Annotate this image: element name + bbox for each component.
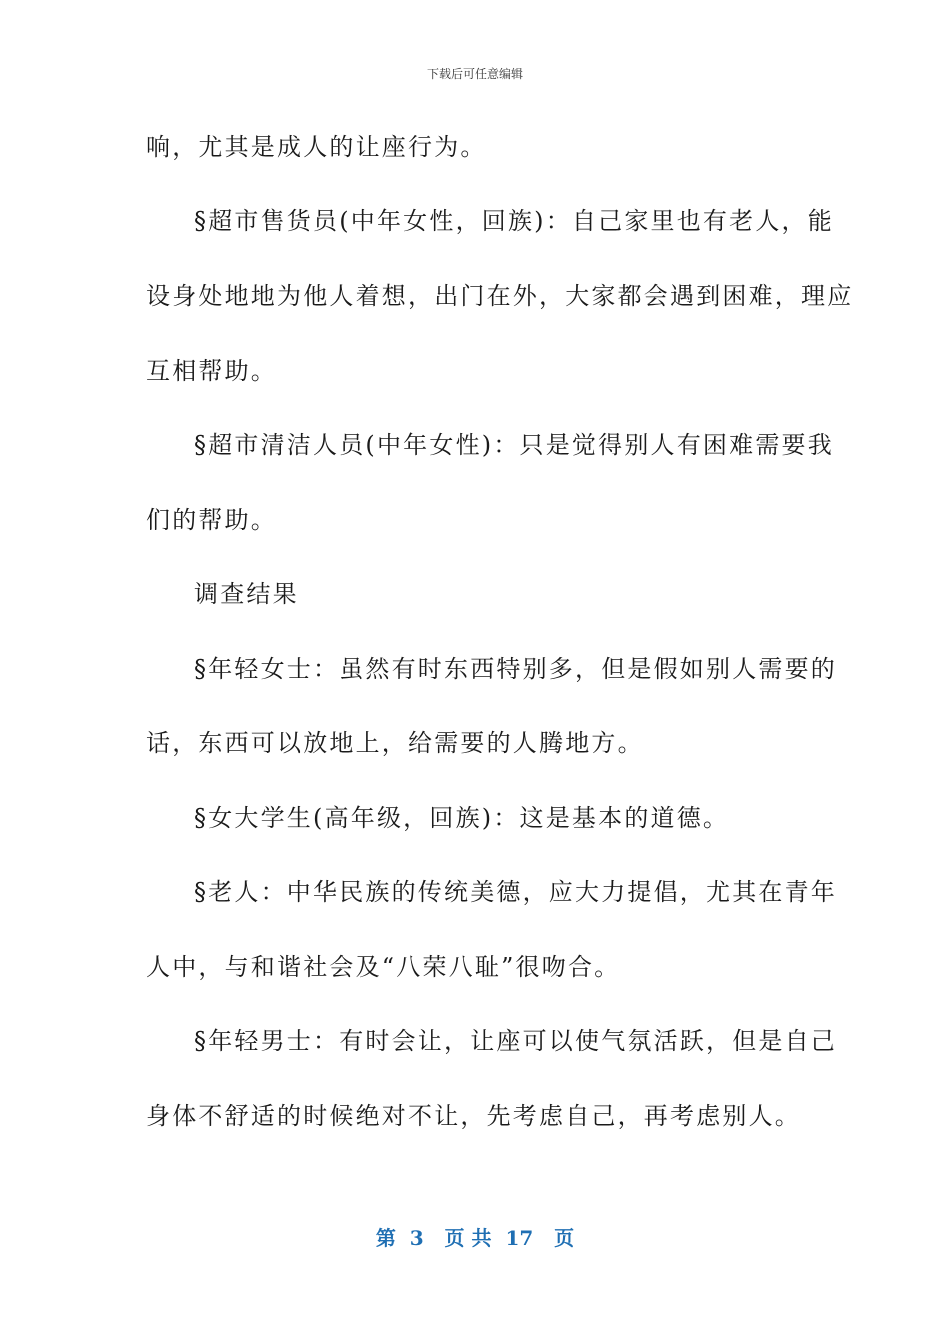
paragraph-line: 设身处地地为他人着想，出门在外，大家都会遇到困难，理应 [146,282,854,310]
page-header-note: 下载后可任意编辑 [426,67,523,81]
paragraph-line: 互相帮助。 [146,357,277,385]
paragraph-line: 人中，与和谐社会及“八荣八耻”很吻合。 [146,953,621,981]
paragraph-line: §年轻女士：虽然有时东西特别多，但是假如别人需要的 [194,655,837,683]
paragraph-line: §超市清洁人员(中年女性)：只是觉得别人有困难需要我 [194,431,834,459]
paragraph-line: §超市售货员(中年女性，回族)：自己家里也有老人，能 [194,207,834,235]
paragraph-line: 响，尤其是成人的让座行为。 [146,133,487,161]
section-heading: 调查结果 [194,580,299,608]
paragraph-line: 身体不舒适的时候绝对不让，先考虑自己，再考虑别人。 [146,1102,801,1130]
paragraph-line: 们的帮助。 [146,506,277,534]
paragraph-line: §老人：中华民族的传统美德，应大力提倡，尤其在青年 [194,878,837,906]
paragraph-line: 话，东西可以放地上，给需要的人腾地方。 [146,729,644,757]
paragraph-line: §女大学生(高年级，回族)：这是基本的道德。 [194,804,730,832]
page-number-footer: 第 3 页 共 17 页 [375,1226,575,1250]
paragraph-line: §年轻男士：有时会让，让座可以使气氛活跃，但是自己 [194,1027,837,1055]
